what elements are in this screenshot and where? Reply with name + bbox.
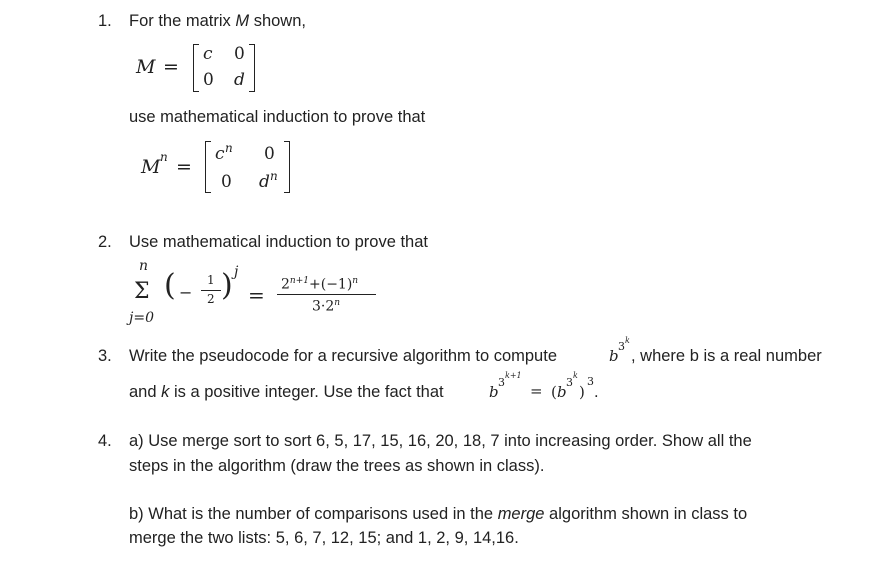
q4a-line2: steps in the algorithm (draw the trees as shown in class). xyxy=(129,457,545,475)
bracket-right xyxy=(249,44,255,92)
q2-text: Use mathematical induction to prove that xyxy=(129,233,428,251)
rhs-denominator: $3\cdot 2^n$ xyxy=(312,298,341,315)
q3-line1-text: Write the pseudocode for a recursive algorithm to compute xyxy=(129,347,557,365)
q4b-line2: merge the two lists: 5, 6, 7, 12, 15; and 1, 2, 9, 14,16. xyxy=(129,529,519,547)
q4b-line1: b) What is the number of comparisons used in the merge algorithm shown in class to xyxy=(129,505,748,523)
rhs-numerator: $2^{n+1}+(-1)^n$ xyxy=(281,276,359,293)
q3-number: 3. xyxy=(98,347,112,365)
q4-number: 4. xyxy=(98,432,112,450)
q1-number: 1. xyxy=(98,12,112,30)
q3-line1-tail: , where b is a real number xyxy=(631,347,822,365)
q2-number: 2. xyxy=(98,233,112,251)
document-page: 1. For the matrix M shown, M = c 0 0 d use mathematical induction to prove that M n = c n 0 0 d n 2. Use mathematical induction to prove that n Σ j=0 ( − 1 2 ) j = $2^{n+1}+(-1)^n$ $3\cdot 2^n$ 3. Write the pseudocode for a recursive algorithm to compute b 3 k , where b is a real number and k is a positive integer. Use the fact that b 3 k+1 = ( b 3 k ) 3 . 4. a) Use merge sort to sort 6, 5, 17, 15, 16, 20, 18, 7 into increasing order. Show all the steps in the algorithm (draw the trees as shown in class). b) What is the number of comparisons used in the merge algorithm shown in class to merge the two lists: 5, 6, 7, 12, 15; and 1, 2, 9, 14,16. xyxy=(98,12,822,547)
q3-line2-text: and k is a positive integer. Use the fact that xyxy=(129,383,444,401)
q1-intro: For the matrix M shown, xyxy=(129,12,306,30)
bracket-left xyxy=(193,44,199,92)
q4a-line1: a) Use merge sort to sort 6, 5, 17, 15, 16, 20, 18, 7 into increasing order. Show all the xyxy=(129,432,752,450)
q1-instruction: use mathematical induction to prove that xyxy=(129,108,426,126)
